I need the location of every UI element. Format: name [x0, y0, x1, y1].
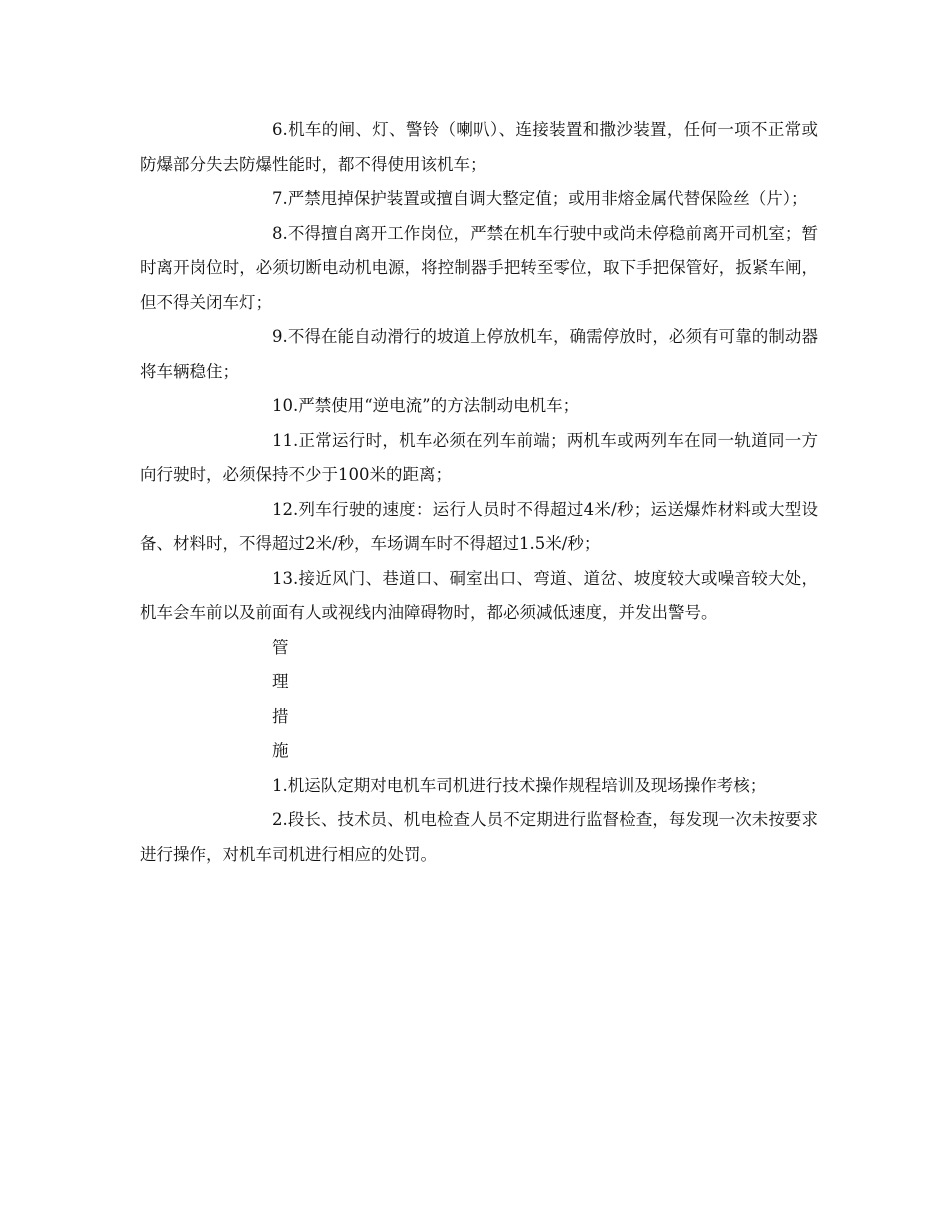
heading-char: 理 [272, 672, 289, 691]
document-body [140, 113, 818, 872]
measure-item-1: 1.机运队定期对电机车司机进行技术操作规程培训及现场操作考核； [272, 775, 767, 795]
section-heading-management-measures [140, 631, 818, 769]
heading-char: 施 [272, 741, 289, 760]
rule-item-11: 11.正常运行时，机车必须在列车前端；两机车或两列车在同一轨道同一方向行驶时，必须保持不少于100米的距离； [140, 430, 818, 484]
rule-item-10: 10.严禁使用“逆电流”的方法制动电机车； [272, 396, 580, 415]
heading-char: 措 [272, 706, 289, 726]
rule-item-12: 12.列车行驶的速度：运行人员时不得超过4米/秒；运送爆炸材料或大型设备、材料时，不得超过2米/秒，车场调车时不得超过1.5米/秒； [140, 499, 818, 553]
rule-item-6: 6.机车的闸、灯、警铃（喇叭）、连接装置和撒沙装置，任何一项不正常或防爆部分失去防爆性能时，都不得使用该机车； [140, 120, 818, 174]
measure-item-2: 2.段长、技术员、机电检查人员不定期进行监督检查，每发现一次未按要求进行操作，对机车司机进行相应的处罚。 [140, 810, 818, 864]
rule-item-8: 8.不得擅自离开工作岗位，严禁在机车行驶中或尚未停稳前离开司机室；暂时离开岗位时，必须切断电动机电源，将控制器手把转至零位，取下手把保管好，扳紧车闸，但不得关闭车灯； [140, 223, 818, 312]
rule-item-7: 7.严禁甩掉保护装置或擅自调大整定值；或用非熔金属代替保险丝（片）； [272, 189, 808, 208]
rule-item-9: 9.不得在能自动滑行的坡道上停放机车，确需停放时，必须有可靠的制动器将车辆稳住； [140, 327, 818, 381]
heading-char: 管 [272, 637, 289, 657]
rule-item-13: 13.接近风门、巷道口、硐室出口、弯道、道岔、坡度较大或噪音较大处，机车会车前以及前面有人或视线内油障碍物时，都必须减低速度，并发出警号。 [140, 568, 818, 622]
